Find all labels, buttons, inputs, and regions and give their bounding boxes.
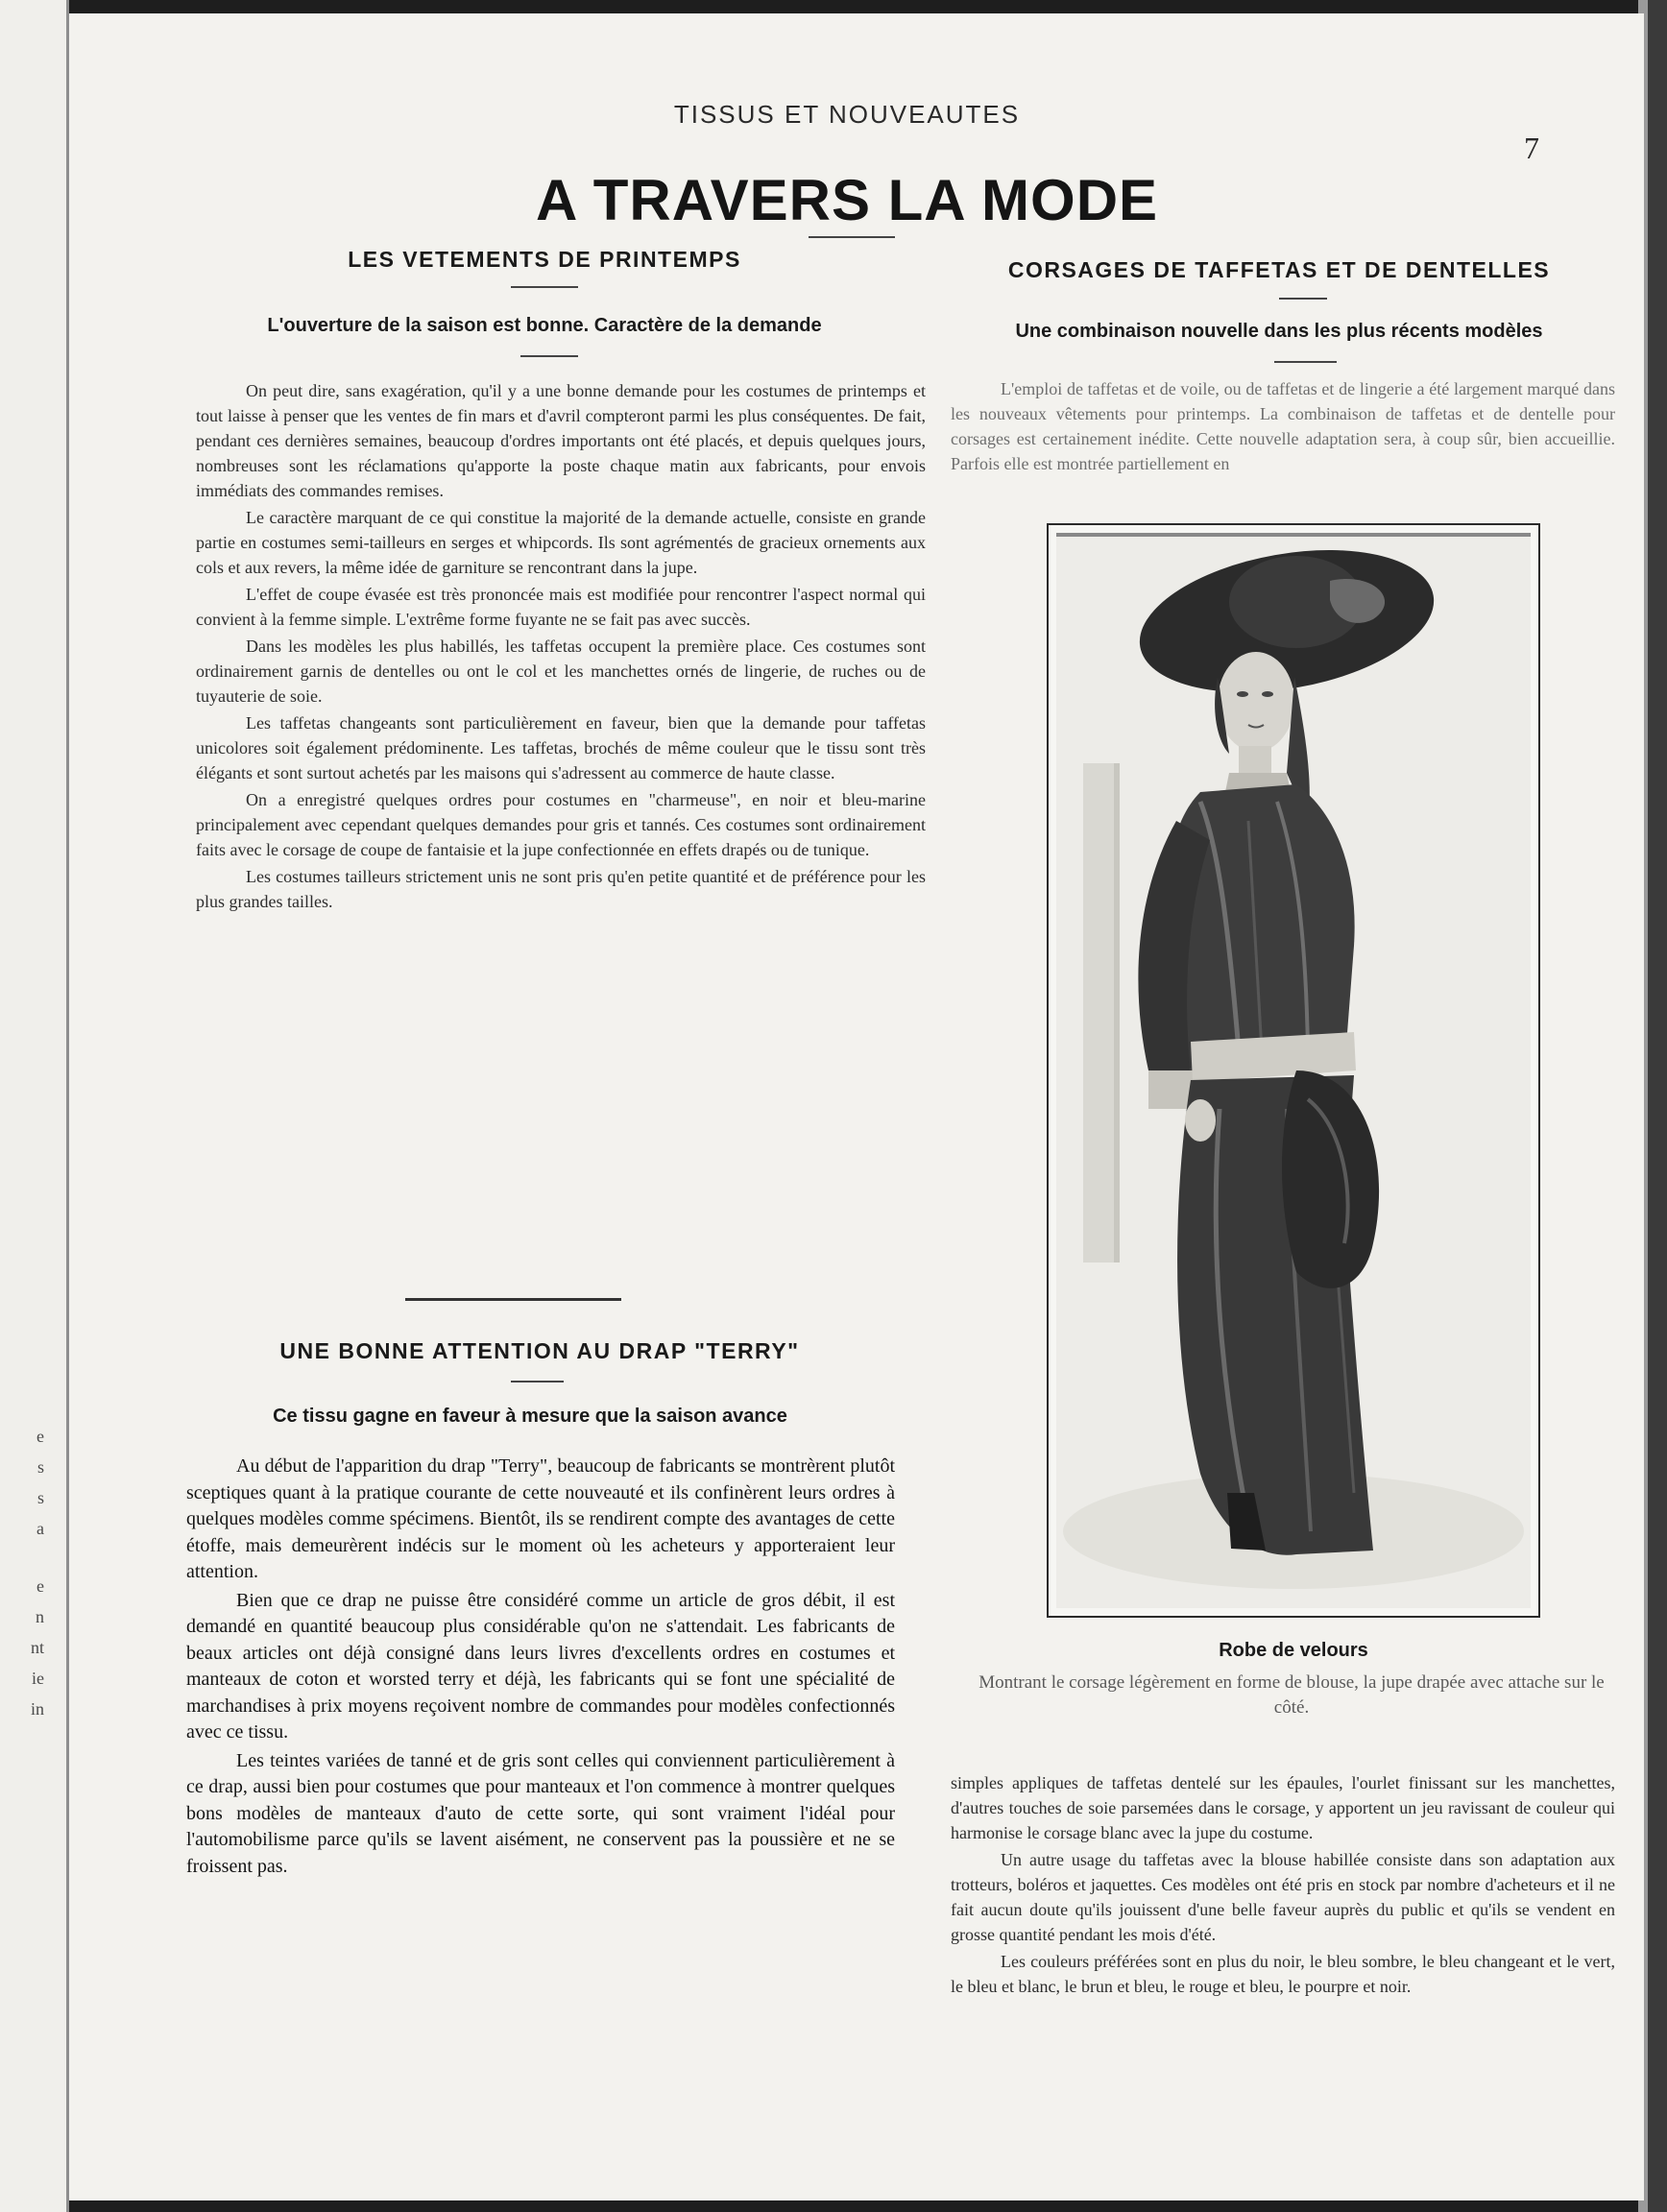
fringe-letter: s [36, 1488, 44, 1507]
article-printemps [196, 378, 926, 914]
article-corsages-continued [951, 1770, 1615, 1999]
paragraph: Dans les modèles les plus habillés, les taffetas occupent la première place. Ces costumes sont ordinairement garnis de dentelles ou ont le col et les manchettes ornés de lingerie, de ruches ou de tuyauterie de soie. [196, 637, 926, 706]
section-subheading-printemps: L'ouverture de la saison est bonne. Caractère de la demande [267, 315, 822, 336]
fringe-letter: in [30, 1699, 44, 1719]
article-terry [186, 1454, 895, 1880]
fashion-photograph [1047, 523, 1540, 1618]
fringe-letter: ie [32, 1669, 44, 1688]
fringe-letter: n [36, 1607, 44, 1626]
paragraph: Au début de l'apparition du drap "Terry", beaucoup de fabricants se montrèrent plutôt sceptiques quant à la pratique courante de cette nouveauté et ils confinèrent leurs ordres à quelques modèles comme spécimens. Bientôt, ils se rendirent compte des avantages de cette étoffe, mais demeurèrent indécis sur le moment où les acheteurs y apporteraient leur attention. [186, 1455, 895, 1582]
paragraph: Le caractère marquant de ce qui constitue la majorité de la demande actuelle, consiste en grande partie en costumes semi-tailleurs en serges et whipcords. Ils sont agrémentés de gracieux ornements aux cols et aux revers, la même idée de garniture se rencontrant dans la jupe. [196, 508, 926, 577]
paragraph: L'effet de coupe évasée est très prononcée mais est modifiée pour rencontrer l'aspect normal qui convient à la femme simple. L'extrême forme fuyante ne se fait pas avec succès. [196, 585, 926, 629]
main-title: A TRAVERS LA MODE [535, 168, 1159, 232]
running-head: TISSUS ET NOUVEAUTES [673, 100, 1021, 129]
fringe-letter: s [36, 1457, 44, 1477]
fringe-letter: nt [30, 1638, 44, 1657]
article-corsages-intro [951, 376, 1615, 476]
paragraph: Les couleurs préférées sont en plus du noir, le bleu sombre, le bleu changeant et le vert, le bleu et blanc, le brun et bleu, le rouge et bleu, le pourpre et noir. [951, 1952, 1615, 1996]
section-rule [1279, 298, 1327, 300]
photo-caption-text: Montrant le corsage légèrement en forme de blouse, la jupe drapée avec attache sur le côté. [978, 1672, 1605, 1718]
section-heading-terry: UNE BONNE ATTENTION AU DRAP "TERRY" [279, 1338, 800, 1363]
fringe-letter: e [36, 1427, 44, 1446]
section-rule [511, 1381, 564, 1382]
paragraph: Bien que ce drap ne puisse être considéré comme un article de gros débit, il est demandé en quantité beaucoup plus considérable qu'on ne s'attendait. Les fabricants de beaux articles ont déjà consigné dans leurs livres d'excellents ordres en costumes et manteaux de coton et worsted terry et déjà, les fabricants qui se font une spécialité de marchandises à prix moyens reçoivent nombre de commandes pour modèles confectionnés avec ce tissu. [186, 1589, 895, 1743]
section-rule [511, 286, 578, 288]
title-rule [809, 236, 895, 238]
section-separator [405, 1298, 621, 1301]
previous-page-edge [0, 0, 69, 2212]
paragraph: Les taffetas changeants sont particulièrement en faveur, bien que la demande pour taffetas unicolores soit également prédominente. Les taffetas, brochés de même couleur que le tissu sont très élégants et sont surtout achetés par les maisons qui s'adressent au commerce de haute classe. [196, 713, 926, 782]
section-rule [520, 355, 578, 357]
paragraph: simples appliques de taffetas dentelé sur les épaules, l'ourlet finissant sur les manchettes, d'autres touches de soie parsemées dans le corsage, y apportent un jeu ravissant de couleur qui harmonise le corsage blanc avec la jupe du costume. [951, 1773, 1615, 1842]
previous-page-fringe [6, 1421, 44, 1724]
page-number: 7 [1524, 131, 1539, 165]
paragraph: L'emploi de taffetas et de voile, ou de taffetas et de lingerie a été largement marqué dans les nouveaux vêtements pour printemps. La combinaison de taffetas et de dentelle pour corsages est certainement inédite. Cette nouvelle adaptation sera, à coup sûr, bien accueillie. Parfois elle est montrée partiellement en [951, 379, 1615, 473]
section-rule [1274, 361, 1337, 363]
paragraph: On peut dire, sans exagération, qu'il y a une bonne demande pour les costumes de printemps et tout laisse à penser que les ventes de fin mars et d'avril compteront parmi les plus conséquentes. De fait, pendant ces dernières semaines, beaucoup d'ordres importants ont été placés, et depuis quelques jours, nombreuses sont les réclamations qu'apporte la poste chaque matin aux fabricants, pour envois immédiats des commandes remises. [196, 381, 926, 500]
fringe-letter: e [36, 1576, 44, 1596]
paragraph: Un autre usage du taffetas avec la blouse habillée consiste dans son adaptation aux trotteurs, boléros et jaquettes. Ces modèles ont été pris en stock par nombre d'acheteurs et il ne fait aucun doute qu'ils jouissent d'une belle faveur auprès du public et qu'ils se vendent en grosse quantité pendant les mois d'été. [951, 1850, 1615, 1944]
paragraph: Les costumes tailleurs strictement unis ne sont pris qu'en petite quantité et de préférence pour les plus grandes tailles. [196, 867, 926, 911]
section-subheading-corsages: Une combinaison nouvelle dans les plus récents modèles [1015, 321, 1543, 342]
section-heading-printemps: LES VETEMENTS DE PRINTEMPS [348, 247, 741, 272]
velvet-dress-illustration [1056, 533, 1531, 1608]
photo-caption-title: Robe de velours [1219, 1640, 1368, 1661]
paragraph: Les teintes variées de tanné et de gris sont celles qui conviennent particulièrement à ce drap, aussi bien pour costumes que pour manteaux et l'on commence à montrer quelques bons modèles de manteaux d'auto de cette sorte, qui sont vraiment l'idéal pour l'automobilisme parce qu'ils se lavent aisément, ne conservent pas la poussière et ne se froissent pas. [186, 1749, 895, 1877]
magazine-page [69, 13, 1644, 2200]
section-subheading-terry: Ce tissu gagne en faveur à mesure que la saison avance [273, 1406, 787, 1427]
paragraph: On a enregistré quelques ordres pour costumes en "charmeuse", en noir et bleu-marine principalement avec cependant quelques demandes pour gris et tannés. Ces costumes sont ordinairement faits avec le corsage de coupe de fantaisie et la jupe confectionnée en effets drapés ou de tunique. [196, 790, 926, 859]
section-heading-corsages: CORSAGES DE TAFFETAS ET DE DENTELLES [1007, 257, 1551, 282]
fringe-letter: a [36, 1519, 44, 1538]
